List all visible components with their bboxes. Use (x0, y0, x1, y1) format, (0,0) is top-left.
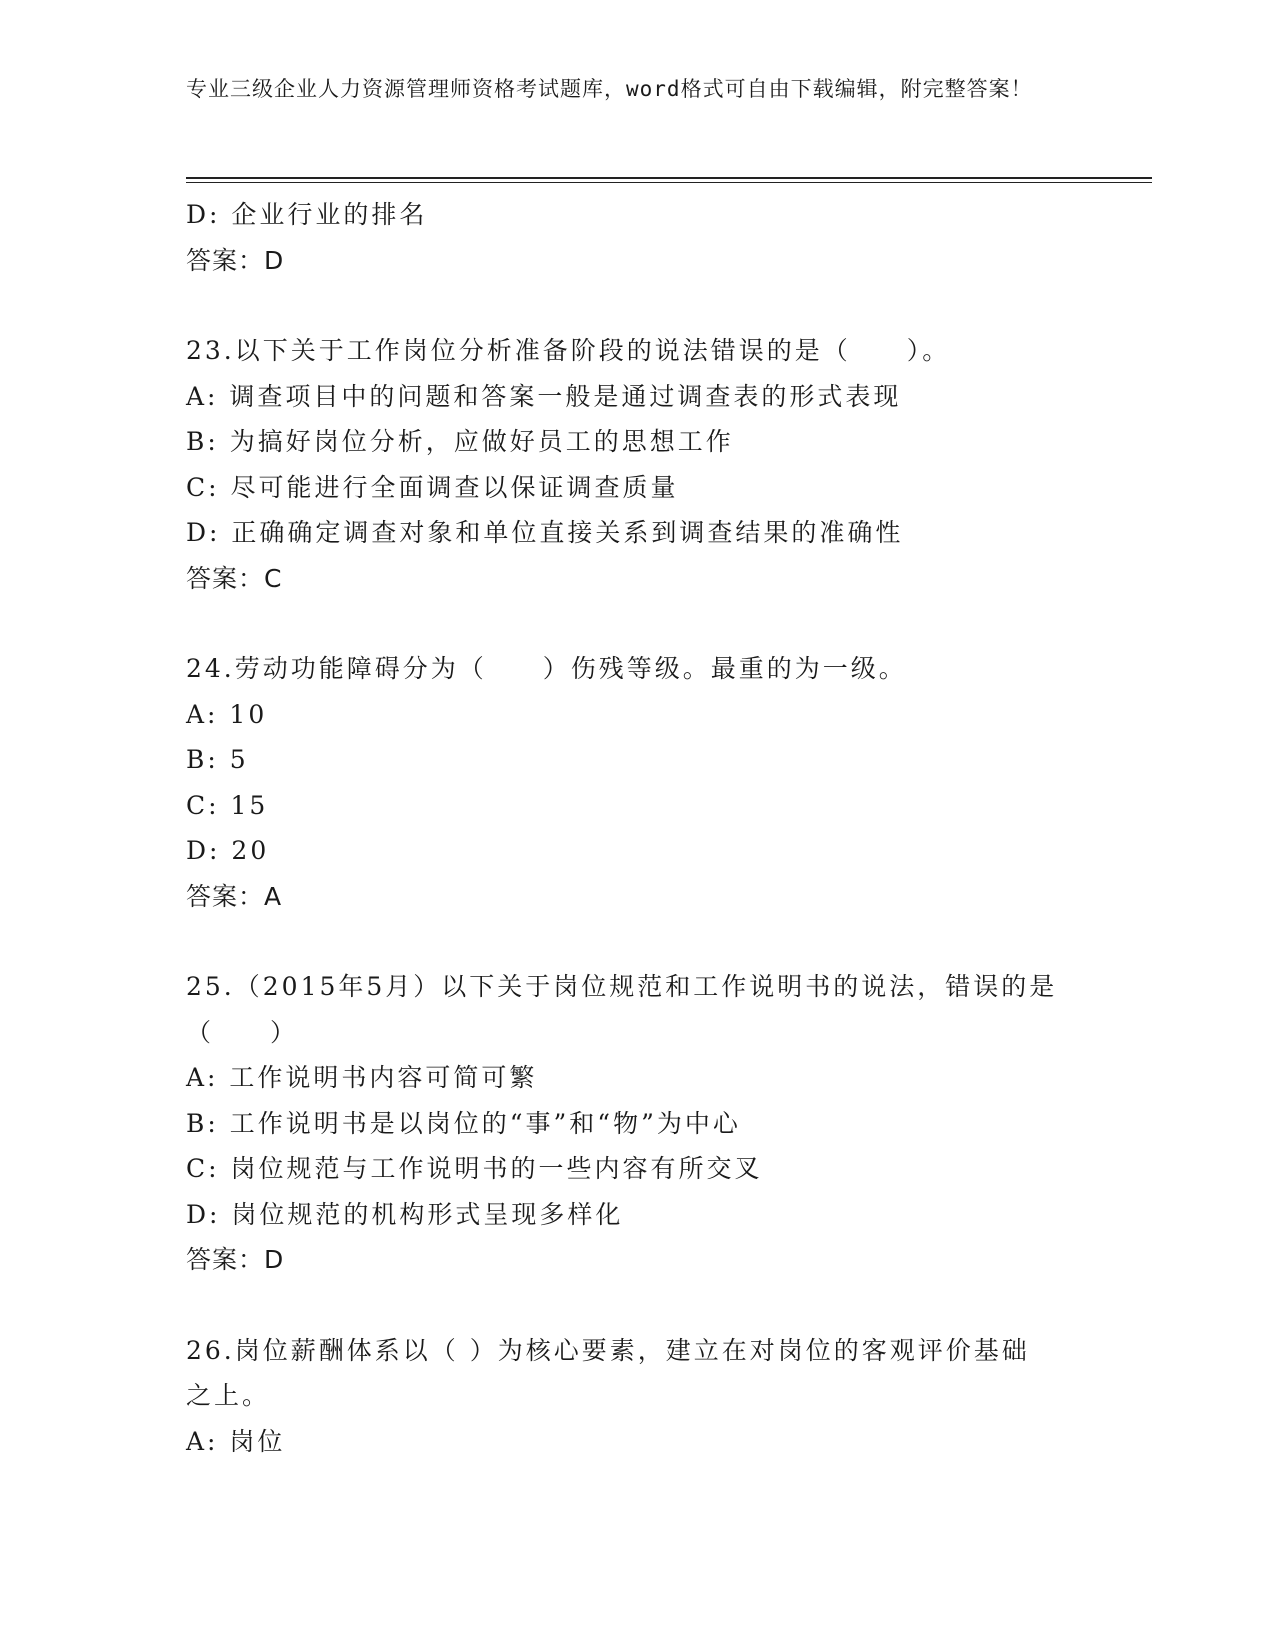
page-header: 专业三级企业人力资源管理师资格考试题库，word格式可自由下载编辑，附完整答案！ (186, 77, 1033, 101)
q23-option-a: A: 调查项目中的问题和答案一般是通过调查表的形式表现 (186, 381, 902, 411)
q25-option-c: C: 岗位规范与工作说明书的一些内容有所交叉 (186, 1154, 763, 1183)
q25-question-line2: （ ） (186, 1017, 299, 1047)
q25-option-a: A: 工作说明书内容可简可繁 (186, 1063, 538, 1092)
q23-option-c: C: 尽可能进行全面调查以保证调查质量 (186, 472, 679, 502)
q23-option-b: B: 为搞好岗位分析，应做好员工的思想工作 (186, 427, 734, 456)
question-list (186, 192, 1086, 1464)
q26-question-line2: 之上。 (186, 1381, 271, 1410)
q23-option-d: D: 正确确定调查对象和单位直接关系到调查结果的准确性 (186, 518, 904, 547)
q25-answer: 答案：D (186, 1245, 285, 1274)
q25-option-b: B: 工作说明书是以岗位的“事”和“物”为中心 (186, 1108, 741, 1138)
header-divider-thick (186, 177, 1152, 179)
q25-option-d: D: 岗位规范的机构形式呈现多样化 (186, 1199, 624, 1229)
spacer (186, 1283, 1086, 1328)
q24-option-b: B: 5 (186, 745, 249, 774)
spacer (186, 601, 1086, 646)
q24-question: 24.劳动功能障碍分为（ ）伤残等级。最重的为一级。 (186, 654, 907, 683)
q23-question: 23.以下关于工作岗位分析准备阶段的说法错误的是（ ）。 (186, 336, 951, 365)
q22-answer: 答案：D (186, 245, 285, 275)
q22-option-d: D: 企业行业的排名 (186, 200, 428, 229)
spacer (186, 283, 1086, 328)
header-divider-thin (186, 182, 1152, 183)
q24-option-a: A: 10 (186, 699, 268, 729)
q26-question-line1: 26.岗位薪酬体系以（ ）为核心要素，建立在对岗位的客观评价基础 (186, 1335, 1030, 1365)
q24-option-d: D: 20 (186, 836, 270, 865)
q23-answer: 答案：C (186, 563, 283, 593)
q26-option-a: A: 岗位 (186, 1426, 286, 1456)
spacer (186, 919, 1086, 964)
q24-answer: 答案：A (186, 881, 283, 911)
q24-option-c: C: 15 (186, 790, 269, 820)
q25-question-line1: 25.（2015年5月）以下关于岗位规范和工作说明书的说法，错误的是 (186, 972, 1058, 1001)
